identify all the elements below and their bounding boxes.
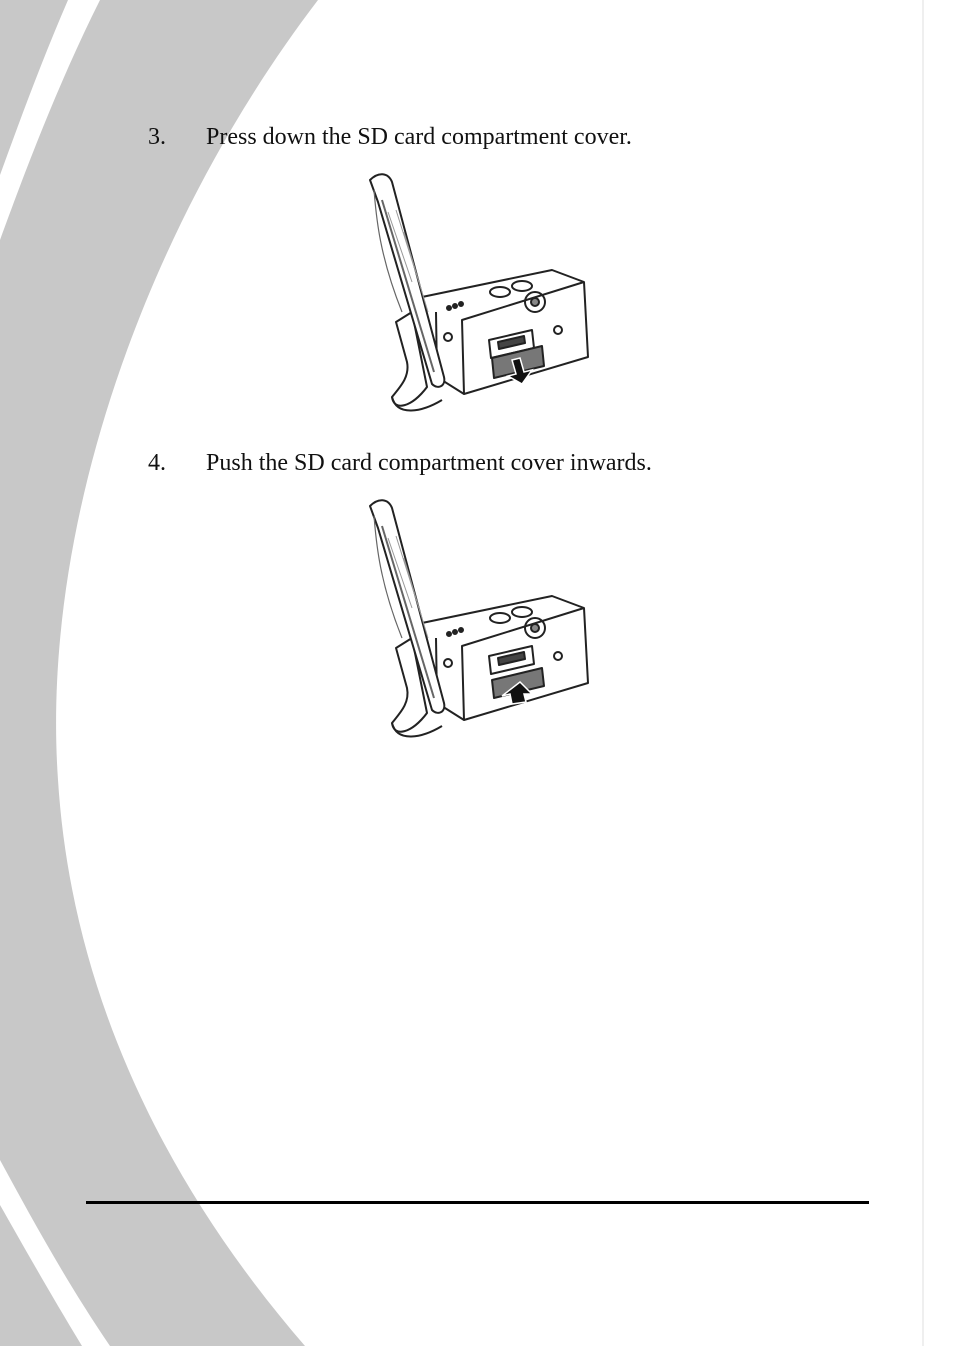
step-text: Push the SD card compartment cover inwards. [206,450,652,476]
footer-rule [86,1201,869,1204]
step-number: 4. [148,450,166,476]
page-edge-line [922,0,924,1346]
camcorder-illustration-icon [352,172,592,422]
camcorder-illustration-icon [352,498,592,748]
step-number: 3. [148,124,166,150]
step-text: Press down the SD card compartment cover. [206,124,632,150]
